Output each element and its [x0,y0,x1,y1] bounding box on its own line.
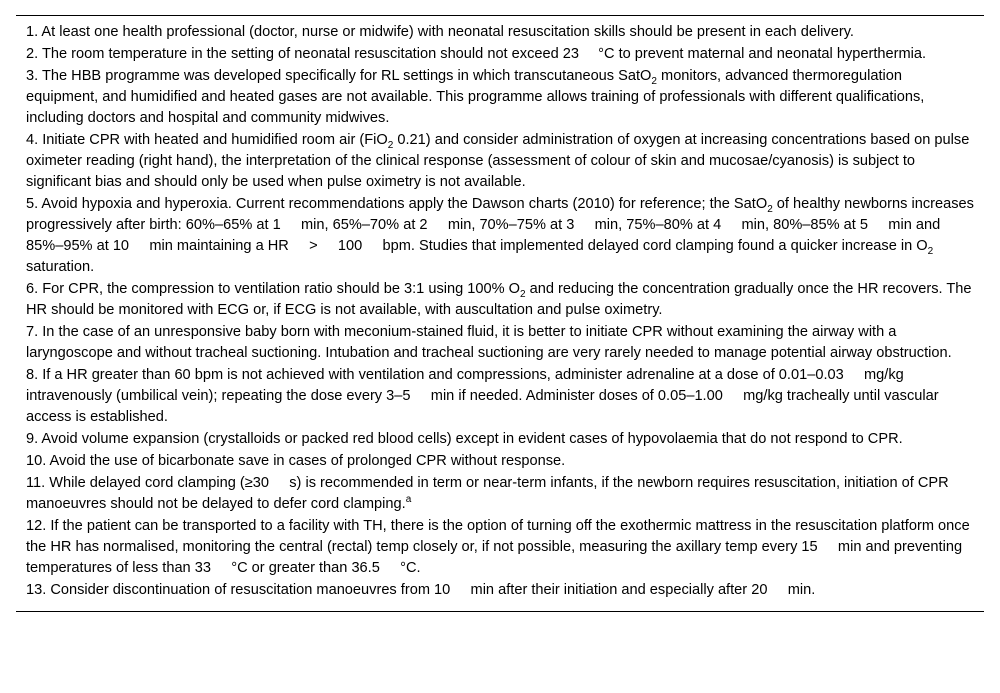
item-text: 0.21) and consider administration of oxygen at increasing concentrations based on pulse oximeter reading (right hand), the interpretation of the clinical response (assessment of colour of skin and mucosae/cyanosis) is subject to significant bias and should only be used when pulse oximetry is not available. [26,132,970,190]
recommendation-item [26,451,974,472]
footnote-marker: a [405,494,412,505]
recommendation-item [26,322,974,364]
item-text: 13. Consider discontinuation of resuscitation manoeuvres from 10 min after their initiation and especially after 20 min. [26,582,816,598]
recommendation-item [26,44,974,65]
recommendation-item [26,580,974,601]
item-text: of healthy newborns increases progressively after birth: 60%–65% at 1 min, 65%–70% at 2 min, 70%–75% at 3 min, 75%–80% at 4 min, 80%–85% at 5 min and 85%–95% at 10 min maintaining a HR > 100 bpm. Studies that implemented delayed cord clamping found a quicker increase in O [26,196,974,254]
recommendations-list [16,16,984,611]
recommendations-table [16,15,984,612]
item-text: 11. While delayed cord clamping (≥30 s) is recommended in term or near-term infants, if the newborn requires resuscitation, initiation of CPR manoeuvres should not be delayed to defer cord clamping. [26,475,949,512]
item-text: 1. At least one health professional (doctor, nurse or midwife) with neonatal resuscitation skills should be present in each delivery. [26,24,854,40]
recommendation-item [26,194,974,278]
subscript: 2 [927,246,934,257]
recommendation-item [26,66,974,129]
item-text: 4. Initiate CPR with heated and humidified room air (FiO [26,132,388,148]
item-text: and reducing the concentration gradually once the HR recovers. The HR should be monitored with ECG or, if ECG is not available, with auscultation and pulse oximetry. [26,281,972,318]
subscript: 2 [387,140,394,151]
item-text: monitors, advanced thermoregulation equipment, and humidified and heated gases are not available. This programme allows training of professionals with different qualifications, including doctors and hospital and community midwives. [26,68,925,126]
subscript: 2 [767,204,773,215]
recommendation-item [26,429,974,450]
recommendation-item [26,279,974,321]
item-text: saturation. [26,259,95,275]
recommendation-item [26,473,974,515]
recommendation-item [26,516,974,579]
item-text: 2. The room temperature in the setting of neonatal resuscitation should not exceed 23 °C to prevent maternal and neonatal hyperthermia. [26,46,927,62]
item-text: 7. In the case of an unresponsive baby born with meconium-stained fluid, it is better to initiate CPR without examining the airway with a laryngoscope and without tracheal suctioning. Intubation and tracheal suctioning are very rarely needed to manage potential airway obstruction. [26,324,952,361]
item-text: 12. If the patient can be transported to a facility with TH, there is the option of turning off the exothermic mattress in the resuscitation platform once the HR has normalised, monitoring the central (rectal) temp closely or, if not possible, measuring the axillary temp every 15 min and preventing temperatures of less than 33 °C or greater than 36.5 °C. [26,518,970,576]
recommendation-item [26,22,974,43]
subscript: 2 [651,76,657,87]
item-text: 10. Avoid the use of bicarbonate save in cases of prolonged CPR without response. [26,453,566,469]
recommendation-item [26,130,974,193]
item-text: 9. Avoid volume expansion (crystalloids or packed red blood cells) except in evident cases of hypovolaemia that do not respond to CPR. [26,431,903,447]
item-text: 3. The HBB programme was developed specifically for RL settings in which transcutaneous SatO [26,68,652,84]
subscript: 2 [520,289,526,300]
item-text: 5. Avoid hypoxia and hyperoxia. Current recommendations apply the Dawson charts (2010) for reference; the SatO [26,196,768,212]
recommendation-item [26,365,974,428]
item-text: 6. For CPR, the compression to ventilation ratio should be 3:1 using 100% O [26,281,521,297]
item-text: 8. If a HR greater than 60 bpm is not achieved with ventilation and compressions, administer adrenaline at a dose of 0.01–0.03 mg/kg intravenously (umbilical vein); repeating the dose every 3–5 min if needed. Administer doses of 0.05–1.00 mg/kg tracheally until vascular access is established. [26,367,939,425]
